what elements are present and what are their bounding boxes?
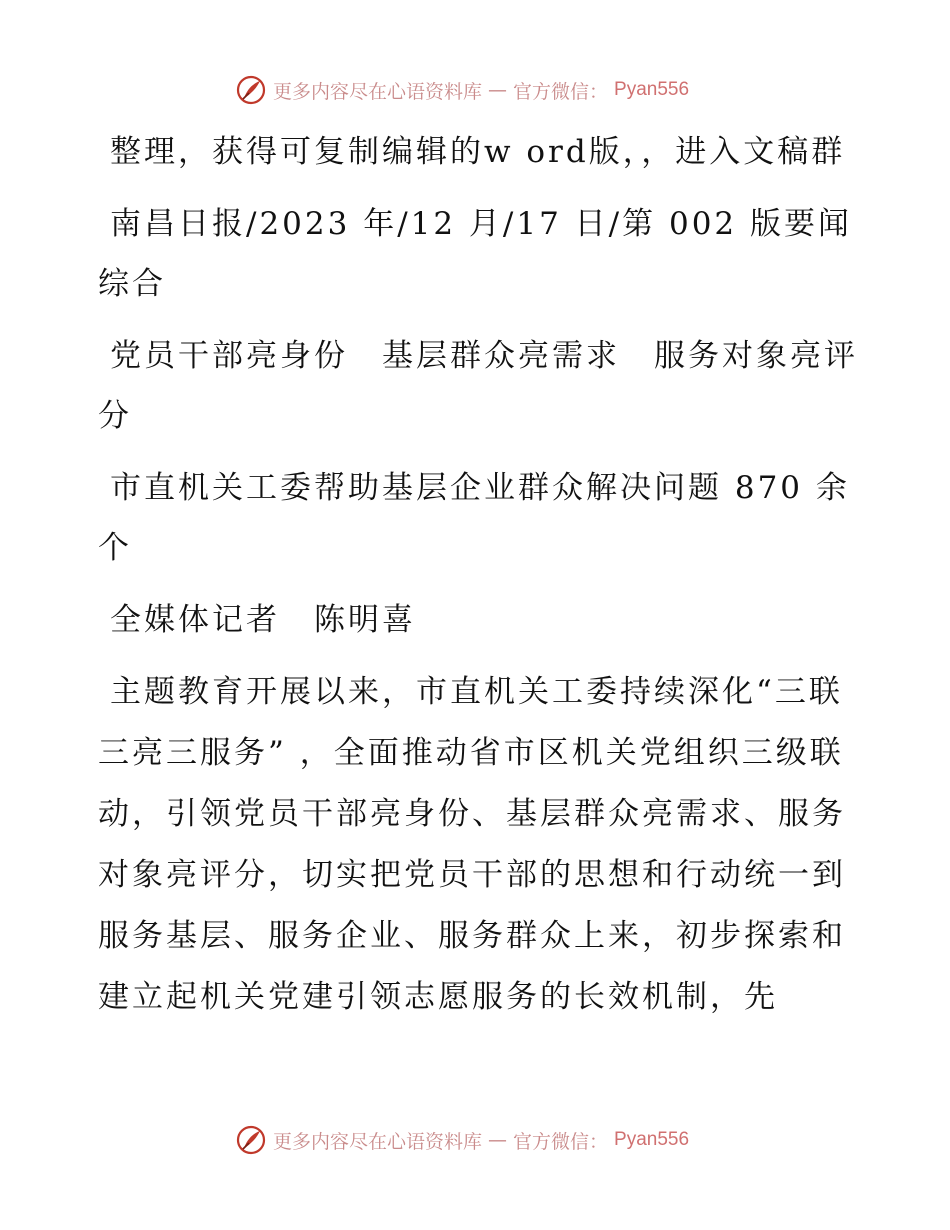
byline: 全媒体记者 陈明喜 [110, 602, 416, 638]
headline-subtitle: 党员干部亮身份 基层群众亮需求 服务对象亮评分 [98, 338, 858, 434]
watermark-contact-id: Pyan556 [614, 79, 690, 100]
header-watermark [235, 72, 689, 108]
watermark-contact-id: Pyan556 [614, 1129, 690, 1150]
headline-main: 市直机关工委帮助基层企业群众解决问题 870 余个 [98, 470, 850, 566]
feather-pen-logo-icon [235, 1124, 267, 1156]
document-body [98, 122, 858, 1040]
footer-watermark [235, 1122, 689, 1158]
body-paragraph: 主题教育开展以来，市直机关工委持续深化“三联三亮三服务” ，全面推动省市区机关党组织三级联动，引领党员干部亮身份、基层群众亮需求、服务对象亮评分，切实把党员干部的思想和行动统一到服务基层、服务企业、服务群众上来，初步探索和建立起机关党建引领志愿服务的长效机制，先 [98, 674, 846, 1015]
watermark-dash: — [488, 1129, 508, 1151]
intro-note: 整理，获得可复制编辑的w ord版，，进入文稿群 [110, 134, 846, 170]
watermark-dash: — [488, 79, 508, 101]
watermark-slogan: 更多内容尽在心语资料库 [273, 80, 483, 103]
watermark-contact-label: 官方微信： [513, 1130, 609, 1153]
watermark-slogan: 更多内容尽在心语资料库 [273, 1130, 483, 1153]
watermark-contact-label: 官方微信： [513, 80, 609, 103]
source-line: 南昌日报/2023 年/12 月/17 日/第 002 版要闻综合 [98, 206, 853, 302]
feather-pen-logo-icon [235, 74, 267, 106]
